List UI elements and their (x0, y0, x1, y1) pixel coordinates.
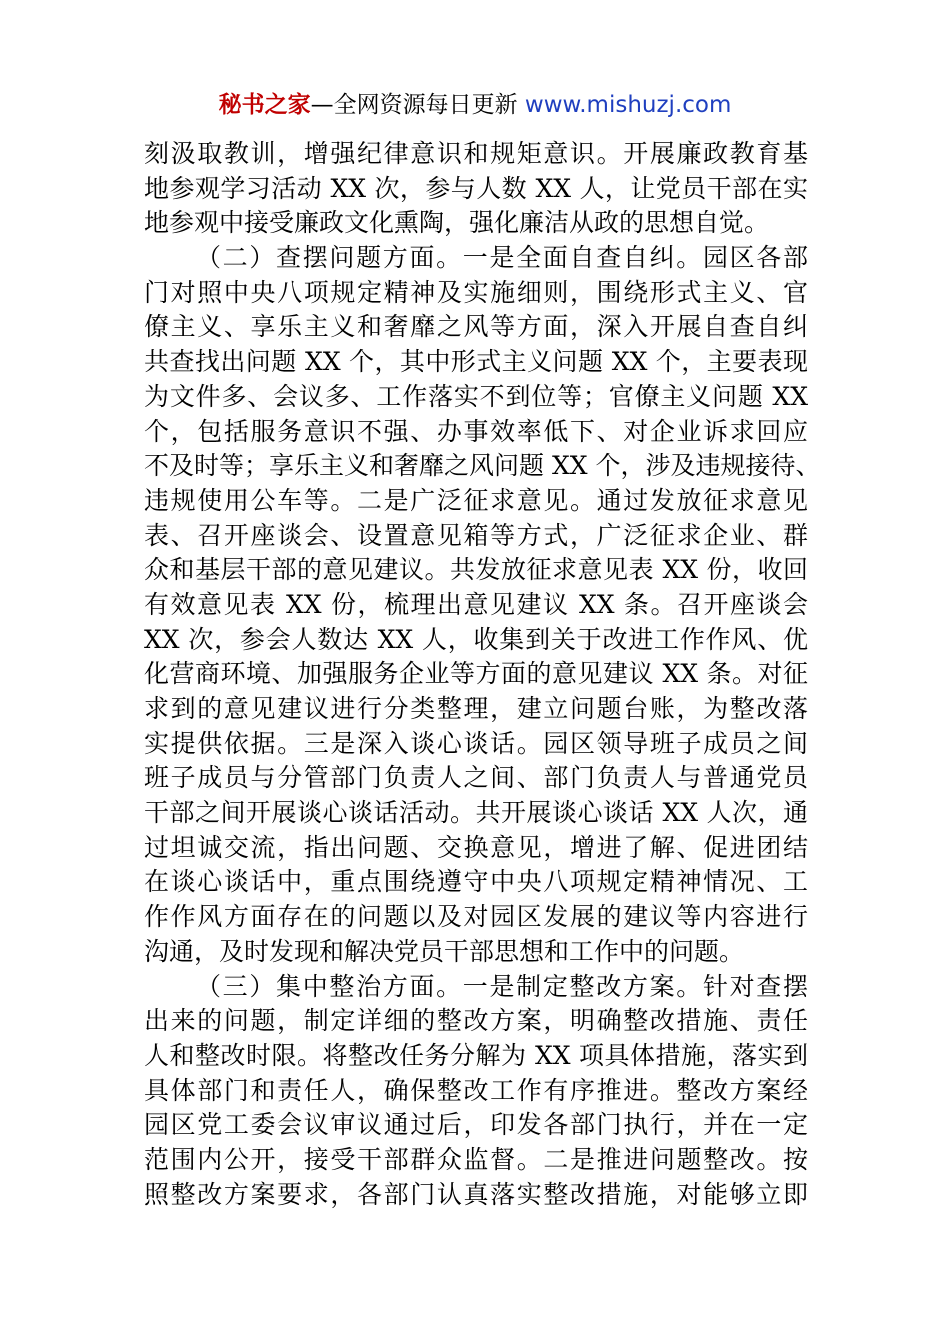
page-header (0, 88, 950, 122)
text-line: 出来的问题，制定详细的整改方案，明确整改措施、责任 (144, 1006, 808, 1036)
text-line: 照整改方案要求，各部门认真落实整改措施，对能够立即 (144, 1179, 808, 1209)
document-body (144, 137, 821, 1212)
text-line: 实提供依据。三是深入谈心谈话。园区领导班子成员之间 (144, 728, 808, 758)
text-line: 为文件多、会议多、工作落实不到位等；官僚主义问题 XX (144, 381, 808, 411)
text-line: 不及时等；享乐主义和奢靡之风问题 XX 个，涉及违规接待、 (144, 451, 821, 481)
text-line: 人和整改时限。将整改任务分解为 XX 项具体措施，落实到 (144, 1040, 808, 1070)
text-line: 门对照中央八项规定精神及实施细则，围绕形式主义、官 (144, 277, 808, 307)
text-line: 在谈心谈话中，重点围绕遵守中央八项规定精神情况、工 (144, 867, 808, 897)
text-line: 具体部门和责任人，确保整改工作有序推进。整改方案经 (144, 1075, 808, 1105)
brand-name: 秘书之家 (218, 92, 311, 118)
text-line: 地参观中接受廉政文化熏陶，强化廉洁从政的思想自觉。 (144, 208, 770, 238)
text-line: 过坦诚交流，指出问题、交换意见，增进了解、促进团结 (144, 832, 808, 862)
text-line: 园区党工委会议审议通过后，印发各部门执行，并在一定 (144, 1110, 808, 1140)
section-heading-line: （三）集中整治方面。一是制定整改方案。针对查摆 (196, 971, 808, 1001)
text-line: 求到的意见建议进行分类整理，建立问题台账，为整改落 (144, 694, 808, 723)
text-line: 违规使用公车等。二是广泛征求意见。通过发放征求意见 (144, 485, 808, 515)
text-line: 共查找出问题 XX 个，其中形式主义问题 XX 个，主要表现 (144, 347, 808, 377)
text-line: 干部之间开展谈心谈话活动。共开展谈心谈话 XX 人次，通 (144, 798, 808, 828)
text-line: XX 次，参会人数达 XX 人，收集到关于改进工作作风、优 (144, 624, 808, 654)
website-link[interactable]: www.mishuzj.com (524, 92, 732, 118)
text-line: 刻汲取教训，增强纪律意识和规矩意识。开展廉政教育基 (144, 139, 808, 168)
text-line: 沟通，及时发现和解决党员干部思想和工作中的问题。 (144, 936, 745, 966)
text-line: 个，包括服务意识不强、办事效率低下、对企业诉求回应 (144, 416, 808, 446)
text-line: 化营商环境、加强服务企业等方面的意见建议 XX 条。对征 (144, 659, 808, 689)
text-line: 众和基层干部的意见建议。共发放征求意见表 XX 份，收回 (144, 555, 808, 585)
header-tagline: —全网资源每日更新 (310, 92, 518, 118)
text-line: 僚主义、享乐主义和奢靡之风等方面，深入开展自查自纠 (144, 312, 808, 342)
text-line: 有效意见表 XX 份，梳理出意见建议 XX 条。召开座谈会 (144, 589, 808, 619)
section-heading-line: （二）查摆问题方面。一是全面自查自纠。园区各部 (196, 243, 808, 273)
text-line: 班子成员与分管部门负责人之间、部门负责人与普通党员 (144, 763, 808, 793)
text-line: 作作风方面存在的问题以及对园区发展的建议等内容进行 (144, 902, 808, 932)
text-line: 地参观学习活动 XX 次，参与人数 XX 人，让党员干部在实 (144, 173, 808, 203)
text-line: 表、召开座谈会、设置意见箱等方式，广泛征求企业、群 (144, 520, 808, 550)
text-line: 范围内公开，接受干部群众监督。二是推进问题整改。按 (144, 1144, 808, 1174)
